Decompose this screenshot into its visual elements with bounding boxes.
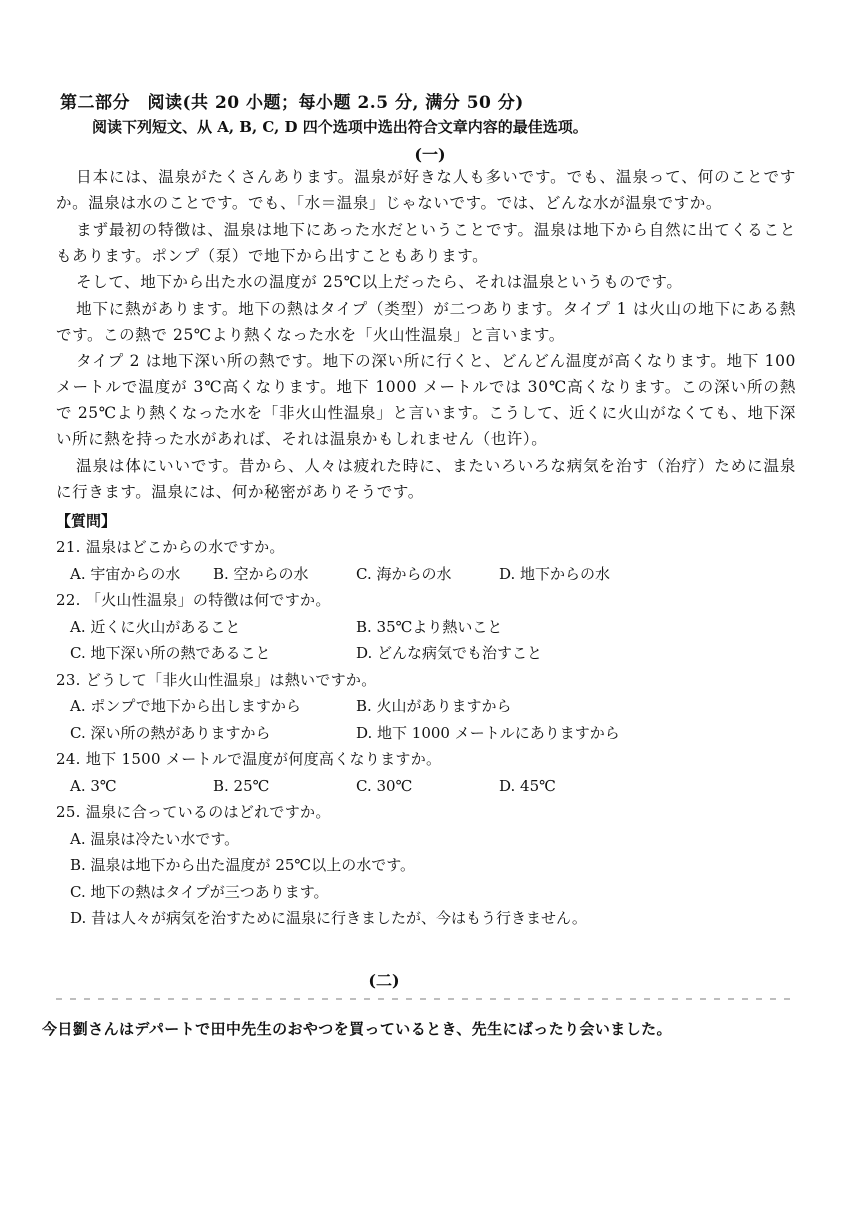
section-title: 第二部分 阅读(共 20 小题；每小题 2.5 分, 满分 50 分) (60, 93, 524, 113)
option-c: C. 地下の熱はタイプが三つあります。 (70, 882, 329, 901)
question-21 (56, 534, 816, 587)
option-d: D. どんな病気でも治すこと (356, 644, 543, 662)
option-group (56, 561, 816, 588)
option-b: B. 温泉は地下から出た温度が 25℃以上の水です。 (70, 856, 415, 874)
paragraph: 温泉は体にいいです。昔から、人々は疲れた時に、またいろいろな病気を治す（治疗）ために温泉に行きます。温泉には、何か秘密がありそうです。 (56, 456, 796, 501)
paragraph: そして、地下から出た水の温度が 25℃以上だったら、それは温泉というものです。 (76, 273, 683, 291)
option-group (56, 693, 816, 746)
question-23 (56, 667, 816, 747)
option-c: C. 30℃ (356, 776, 413, 795)
option-group (56, 826, 816, 932)
part-1-label: (一) (414, 145, 446, 164)
option-b: B. 35℃より熱いこと (356, 617, 503, 636)
option-d: D. 45℃ (499, 776, 556, 795)
option-b: B. 25℃ (213, 776, 270, 795)
option-a: A. 宇宙からの水 (70, 564, 181, 583)
option-a: A. ポンプで地下から出しますから (70, 697, 301, 715)
paragraph: 地下に熱があります。地下の熱はタイプ（类型）が二つあります。タイプ 1 は火山の地下にある熱です。この熱で 25℃より熱くなった水を「火山性温泉」と言います。 (56, 299, 796, 344)
question-stem: 24. 地下 1500 メートルで温度が何度高くなりますか。 (56, 750, 442, 768)
option-c: C. 地下深い所の熱であること (70, 644, 271, 662)
question-stem: 21. 温泉はどこからの水ですか。 (56, 538, 285, 556)
option-a: A. 温泉は冷たい水です。 (70, 829, 240, 848)
option-c: C. 海からの水 (356, 564, 452, 583)
option-a: A. 3℃ (70, 776, 117, 795)
part-2-first-line: 今日劉さんはデパートで田中先生のおやつを買っているとき、先生にばったり会いました。 (42, 1020, 672, 1038)
option-group (56, 773, 816, 800)
question-25 (56, 799, 816, 932)
option-a: A. 近くに火山があること (70, 617, 241, 636)
option-b: B. 火山がありますから (356, 697, 512, 715)
option-d: D. 昔は人々が病気を治すために温泉に行きましたが、今はもう行きません。 (70, 909, 587, 927)
question-stem: 22. 「火山性温泉」の特徴は何ですか。 (56, 591, 331, 609)
part-2-label: (二) (368, 971, 400, 990)
questions-heading: 【質問】 (56, 512, 117, 530)
option-b: B. 空からの水 (213, 564, 309, 583)
option-d: D. 地下 1000 メートルにありますから (356, 723, 620, 742)
question-22 (56, 587, 816, 667)
paragraph: まず最初の特徴は、温泉は地下にあった水だということです。温泉は地下から自然に出てくることもあります。ポンプ（泵）で地下から出すこともあります。 (56, 220, 796, 265)
scan-cut-divider (56, 998, 796, 1000)
paragraph: タイプ 2 は地下深い所の熱です。地下の深い所に行くと、どんどん温度が高くなります。地下 100 メートルで温度が 3℃高くなります。地下 1000 メートルでは 30℃高くなります。この深い所の熱で 25℃より熱くなった水を「非火山性温泉」と言います。こうして、近くに火山がなくても、地下深い所に熱を持った水があれば、それは温泉かもしれません（也许）。 (56, 352, 796, 448)
option-d: D. 地下からの水 (499, 564, 611, 583)
instruction-text: 阅读下列短文、从 A, B, C, D 四个选项中选出符合文章内容的最佳选项。 (92, 118, 588, 136)
question-stem: 23. どうして「非火山性温泉」は熱いですか。 (56, 670, 377, 689)
question-stem: 25. 温泉に合っているのはどれですか。 (56, 803, 331, 821)
question-24 (56, 746, 816, 799)
reading-passage (56, 164, 796, 505)
option-c: C. 深い所の熱がありますから (70, 723, 271, 742)
option-group (56, 614, 816, 667)
paragraph: 日本には、温泉がたくさんあります。温泉が好きな人も多いです。でも、温泉って、何のことですか。温泉は水のことです。でも、「水＝温泉」じゃないです。では、どんな水が温泉ですか。 (56, 168, 796, 212)
question-list (56, 508, 816, 932)
